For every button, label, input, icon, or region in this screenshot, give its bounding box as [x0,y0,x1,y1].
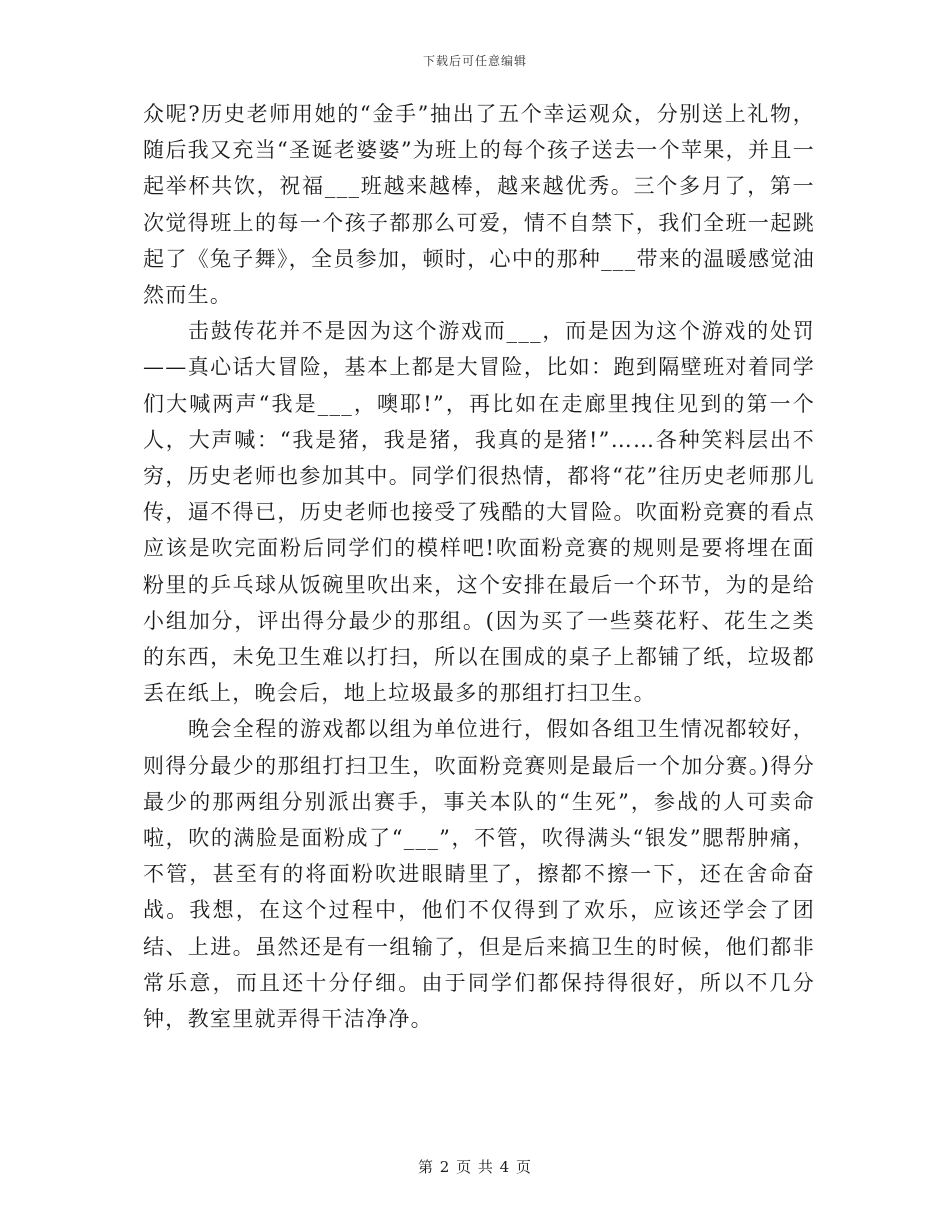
paragraph-1: 众呢?历史老师用她的“金手”抽出了五个幸运观众，分别送上礼物，随后我又充当“圣诞老婆婆”为班上的每个孩子送去一个苹果，并且一起举杯共饮，祝福___班越来越棒，越来越优秀。三个多月了，第一次觉得班上的每一个孩子都那么可爱，情不自禁下，我们全班一起跳起了《兔子舞》，全员参加，顿时，心中的那种___带来的温暖感觉油然而生。 [143,102,815,308]
paragraph-2: 击鼓传花并不是因为这个游戏而___，而是因为这个游戏的处罚——真心话大冒险，基本上都是大冒险，比如：跑到隔壁班对着同学们大喊两声“我是___，噢耶!”，再比如在走廊里拽住见到的第一个人，大声喊：“我是猪，我是猪，我真的是猪!”……各种笑料层出不穷，历史老师也参加其中。同学们很热情，都将“花”往历史老师那儿传，逼不得已，历史老师也接受了残酷的大冒险。吹面粉竞赛的看点应该是吹完面粉后同学们的模样吧!吹面粉竞赛的规则是要将埋在面粉里的乒乓球从饭碗里吹出来，这个安排在最后一个环节，为的是给小组加分，评出得分最少的那组。(因为买了一些葵花籽、花生之类的东西，未免卫生难以打扫，所以在围成的桌子上都铺了纸，垃圾都丢在纸上，晚会后，地上垃圾最多的那组打扫卫生。 [143,319,815,706]
paragraph-3: 晚会全程的游戏都以组为单位进行，假如各组卫生情况都较好，则得分最少的那组打扫卫生，吹面粉竞赛则是最后一个加分赛。)得分最少的那两组分别派出赛手，事关本队的“生死”，参战的人可卖命啦，吹的满脸是面粉成了“___”，不管，吹得满头“银发”腮帮肿痛，不管，甚至有的将面粉吹进眼睛里了，擦都不擦一下，还在舍命奋战。我想，在这个过程中，他们不仅得到了欢乐，应该还学会了团结、上进。虽然还是有一组输了，但是后来搞卫生的时候，他们都非常乐意，而且还十分仔细。由于同学们都保持得很好，所以不几分钟，教室里就弄得干洁净净。 [143,717,815,1032]
page-number: 第 2 页 共 4 页 [418,1158,532,1176]
document-body [143,96,815,1037]
page-header: 下载后可任意编辑 [422,54,527,68]
